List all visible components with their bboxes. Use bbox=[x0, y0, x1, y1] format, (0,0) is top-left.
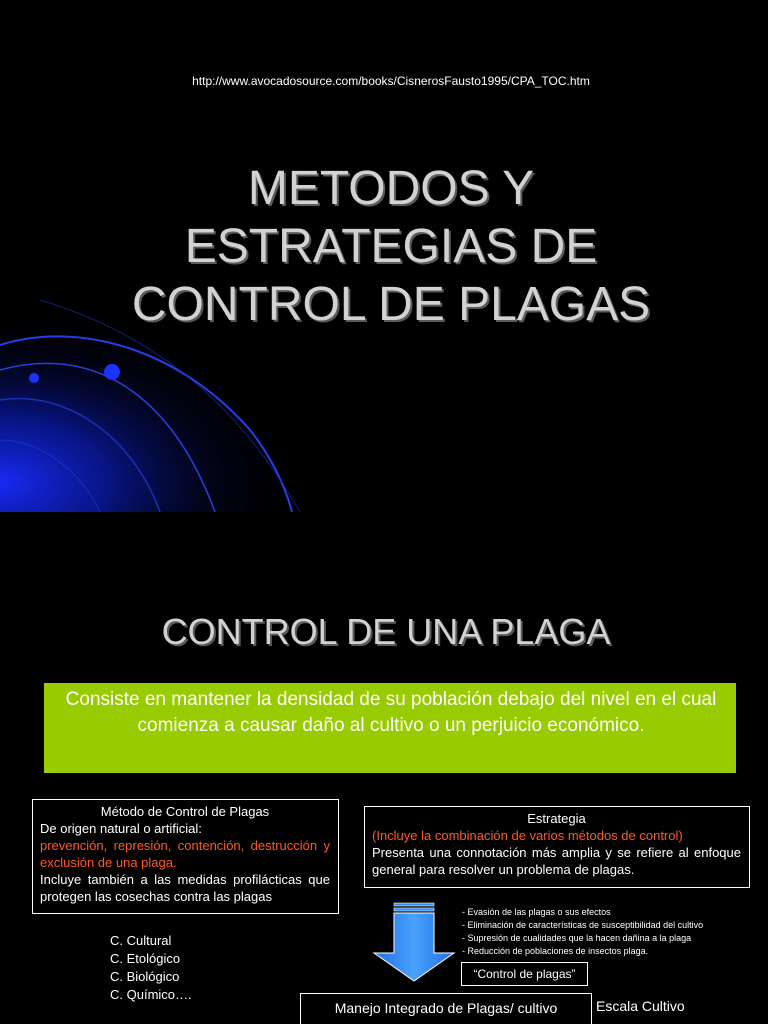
metodo-box bbox=[32, 799, 339, 914]
method-item: C. Etológico bbox=[110, 951, 181, 966]
methods-list bbox=[110, 932, 192, 1004]
slide-title-line-3: CONTROL DE PLAGAS bbox=[131, 278, 651, 331]
effect-item: - Eliminación de características de susceptibilidad del cultivo bbox=[462, 920, 704, 930]
dot-decoration bbox=[29, 373, 39, 383]
slide-title bbox=[0, 160, 768, 334]
slide-2 bbox=[0, 512, 768, 1024]
escala-cultivo-label: Escala Cultivo bbox=[596, 998, 685, 1014]
down-arrow-icon bbox=[368, 901, 460, 983]
effect-item: - Supresión de cualidades que la hacen dañina a la plaga bbox=[462, 933, 692, 943]
slide-title-line-2: ESTRATEGIAS DE bbox=[184, 220, 598, 273]
estrategia-heading: Estrategia bbox=[527, 811, 586, 826]
estrategia-box bbox=[364, 806, 750, 888]
estrategia-note: (Incluye la combinación de varios métodos de control) bbox=[372, 828, 683, 843]
dot-decoration bbox=[104, 364, 120, 380]
manejo-integrado-box: Manejo Integrado de Plagas/ cultivo bbox=[300, 993, 592, 1024]
method-item: C. Cultural bbox=[110, 933, 172, 948]
effect-item: - Reducción de poblaciones de insectos plaga. bbox=[462, 946, 649, 956]
metodo-heading: Método de Control de Plagas bbox=[100, 804, 270, 819]
metodo-types: prevención, represión, contención, destrucción y exclusión de una plaga. bbox=[40, 838, 330, 870]
metodo-extra: Incluye también a las medidas profilácticas que protegen las cosechas contra las plagas bbox=[40, 872, 330, 904]
strategy-effects-list bbox=[462, 906, 703, 958]
slide-title-line-1: METODOS Y bbox=[247, 162, 535, 215]
control-de-plagas-label: “Control de plagas” bbox=[461, 962, 588, 986]
method-item: C. Biológico bbox=[110, 969, 180, 984]
definition-box: Consiste en mantener la densidad de su población debajo del nivel en el cual comienza a causar daño al cultivo o un perjuicio económico. bbox=[44, 683, 736, 773]
effect-item: - Evasión de las plagas o sus efectos bbox=[462, 907, 611, 917]
section-title: CONTROL DE UNA PLAGA bbox=[161, 611, 611, 652]
method-item: C. Químico…. bbox=[110, 987, 192, 1002]
metodo-origin: De origen natural o artificial: bbox=[40, 821, 202, 836]
source-url: http://www.avocadosource.com/books/CisnerosFausto1995/CPA_TOC.htm bbox=[192, 74, 590, 88]
estrategia-description: Presenta una connotación más amplia y se refiere al enfoque general para resolver un problema de plagas. bbox=[372, 845, 741, 877]
